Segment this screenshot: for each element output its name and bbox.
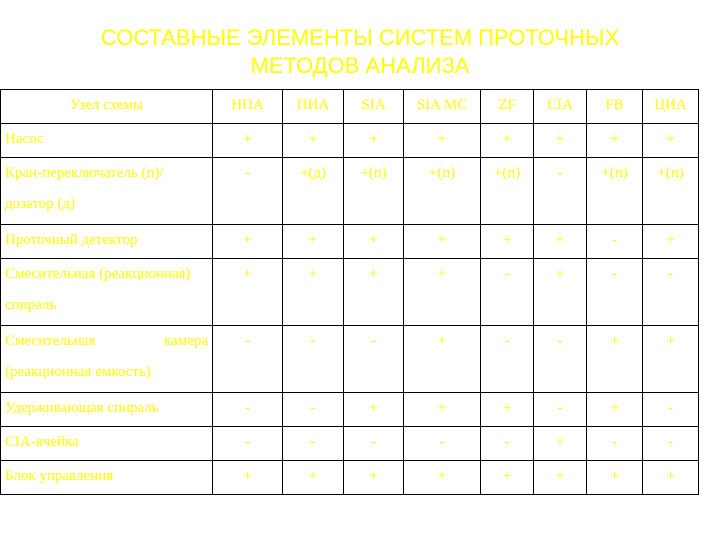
value-cell: + bbox=[344, 225, 404, 259]
value-cell: + bbox=[534, 259, 587, 326]
value-cell: - bbox=[643, 427, 699, 461]
value-cell: - bbox=[481, 326, 534, 393]
value-cell: - bbox=[283, 393, 344, 427]
value-cell: - bbox=[213, 326, 283, 393]
value-cell: +(п) bbox=[587, 158, 643, 225]
value-cell: + bbox=[534, 124, 587, 158]
value-cell: + bbox=[213, 124, 283, 158]
table-row bbox=[1, 393, 699, 427]
value-cell: + bbox=[643, 225, 699, 259]
value-cell: + bbox=[283, 124, 344, 158]
node-cell: Насос bbox=[1, 124, 213, 158]
value-cell: +(п) bbox=[344, 158, 404, 225]
value-cell: - bbox=[587, 427, 643, 461]
value-cell: - bbox=[213, 393, 283, 427]
value-cell: + bbox=[283, 259, 344, 326]
value-cell: + bbox=[534, 427, 587, 461]
value-cell: +(п) bbox=[643, 158, 699, 225]
value-cell: +(д) bbox=[283, 158, 344, 225]
value-cell: + bbox=[344, 393, 404, 427]
table-row bbox=[1, 326, 699, 393]
value-cell: + bbox=[213, 461, 283, 495]
value-cell: + bbox=[344, 461, 404, 495]
value-cell: - bbox=[283, 427, 344, 461]
components-table bbox=[0, 89, 699, 495]
value-cell: + bbox=[481, 225, 534, 259]
value-cell: - bbox=[213, 158, 283, 225]
header-method: ПИА bbox=[283, 90, 344, 124]
value-cell: - bbox=[643, 259, 699, 326]
value-cell: + bbox=[534, 461, 587, 495]
value-cell: + bbox=[587, 393, 643, 427]
value-cell: + bbox=[344, 124, 404, 158]
value-cell: - bbox=[534, 393, 587, 427]
value-cell: + bbox=[643, 124, 699, 158]
value-cell: + bbox=[344, 259, 404, 326]
value-cell: + bbox=[404, 461, 481, 495]
header-node: Узел схемы bbox=[1, 90, 213, 124]
value-cell: - bbox=[213, 427, 283, 461]
value-cell: + bbox=[481, 393, 534, 427]
header-method: SIA bbox=[344, 90, 404, 124]
value-cell: - bbox=[534, 158, 587, 225]
value-cell: +(п) bbox=[404, 158, 481, 225]
value-cell: - bbox=[404, 427, 481, 461]
slide-title-line-1: СОСТАВНЫЕ ЭЛЕМЕНТЫ СИСТЕМ ПРОТОЧНЫХ bbox=[100, 25, 620, 50]
node-cell: Проточный детектор bbox=[1, 225, 213, 259]
table-row bbox=[1, 225, 699, 259]
value-cell: +(п) bbox=[481, 158, 534, 225]
value-cell: + bbox=[587, 124, 643, 158]
node-cell: CIA-ячейка bbox=[1, 427, 213, 461]
value-cell: + bbox=[481, 124, 534, 158]
value-cell: + bbox=[404, 259, 481, 326]
value-cell: - bbox=[587, 225, 643, 259]
value-cell: + bbox=[587, 461, 643, 495]
value-cell: - bbox=[534, 326, 587, 393]
table-row bbox=[1, 461, 699, 495]
value-cell: + bbox=[283, 225, 344, 259]
header-method: CIA bbox=[534, 90, 587, 124]
value-cell: + bbox=[643, 461, 699, 495]
table-row bbox=[1, 158, 699, 225]
table-row bbox=[1, 259, 699, 326]
value-cell: + bbox=[283, 461, 344, 495]
value-cell: + bbox=[404, 326, 481, 393]
value-cell: - bbox=[481, 259, 534, 326]
slide-title bbox=[0, 24, 720, 80]
header-method: ZF bbox=[481, 90, 534, 124]
value-cell: + bbox=[534, 225, 587, 259]
node-cell: Смесительная камера (реакционная емкость) bbox=[1, 326, 213, 393]
table-row bbox=[1, 427, 699, 461]
table-header-row bbox=[1, 90, 699, 124]
value-cell: + bbox=[404, 393, 481, 427]
value-cell: + bbox=[213, 259, 283, 326]
table-row bbox=[1, 124, 699, 158]
node-cell: Блок управления bbox=[1, 461, 213, 495]
header-method: FB bbox=[587, 90, 643, 124]
value-cell: + bbox=[404, 225, 481, 259]
node-cell: Удерживающая спираль bbox=[1, 393, 213, 427]
node-cell: Смесительная (реакционная) спираль bbox=[1, 259, 213, 326]
header-method: НПА bbox=[213, 90, 283, 124]
value-cell: + bbox=[213, 225, 283, 259]
value-cell: + bbox=[481, 461, 534, 495]
value-cell: - bbox=[643, 393, 699, 427]
slide-title-line-2: МЕТОДОВ АНАЛИЗА bbox=[250, 53, 470, 78]
node-cell: Кран-переключатель (п)/дозатор (д) bbox=[1, 158, 213, 225]
header-method: SIA MC bbox=[404, 90, 481, 124]
header-method: ЦИА bbox=[643, 90, 699, 124]
value-cell: + bbox=[643, 326, 699, 393]
value-cell: - bbox=[283, 326, 344, 393]
value-cell: - bbox=[481, 427, 534, 461]
value-cell: - bbox=[344, 326, 404, 393]
value-cell: - bbox=[344, 427, 404, 461]
value-cell: - bbox=[587, 259, 643, 326]
value-cell: + bbox=[587, 326, 643, 393]
value-cell: + bbox=[404, 124, 481, 158]
